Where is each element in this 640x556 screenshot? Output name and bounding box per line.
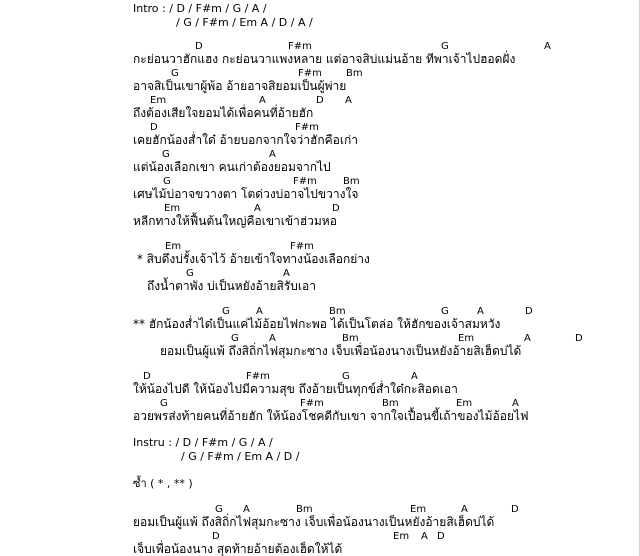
chord: A xyxy=(411,371,418,382)
chord: G xyxy=(215,504,223,515)
chord: F#m xyxy=(295,122,319,133)
chord: Em xyxy=(410,504,427,515)
repeat-label: ซ้ำ ( * , ** ) xyxy=(133,477,193,490)
chord: D xyxy=(575,333,583,344)
lyric-line: แต่น้องเลือกเขา คนเก่าต้องยอมจากไป xyxy=(133,160,331,174)
chord: D xyxy=(525,306,533,317)
chord: F#m xyxy=(246,371,270,382)
chord: A xyxy=(524,333,531,344)
chord: Em xyxy=(456,398,473,409)
lyric-line: เจ็บเพื่อน้องนาง สุดท้ายอ้ายต้องเฮ็ดให้ได้ xyxy=(133,542,343,556)
chord: Em xyxy=(458,333,475,344)
chord: A xyxy=(269,149,276,160)
chord: Bm xyxy=(382,398,399,409)
chord: A xyxy=(345,95,352,106)
chord: G xyxy=(186,268,194,279)
chord: Em xyxy=(164,203,181,214)
chord: Em xyxy=(150,95,167,106)
chord: D xyxy=(437,531,445,542)
chord: A xyxy=(477,306,484,317)
chord: G xyxy=(441,306,449,317)
chord: D xyxy=(511,504,519,515)
chord: G xyxy=(163,176,171,187)
chord: A xyxy=(283,268,290,279)
lyric-line: เศษไม้บ่อาจขวางตา โตด่วงบ่อาจไปขวางใจ xyxy=(133,187,359,201)
chord: A xyxy=(259,95,266,106)
chord: A xyxy=(421,531,428,542)
chord: Bm xyxy=(346,68,363,79)
chord: F#m xyxy=(290,241,314,252)
chord: Bm xyxy=(296,504,313,515)
chord: Bm xyxy=(343,176,360,187)
lyric-line: ยอมเป็นผู้แพ้ ถึงสิถิ่กไฟสุมกะซาง เจ็บเพื่อน้องนางเป็นหยังอ้ายสิเฮ็ดบ่ได้ xyxy=(133,515,495,529)
chord: F#m xyxy=(300,398,324,409)
chord: D xyxy=(143,371,151,382)
intro-label: Intro : / D / F#m / G / A / xyxy=(133,2,267,15)
lyric-line: * สิบดึงบ่รั้งเจ้าไว้ อ้ายเข้าใจทางน้องเลือกย่าง xyxy=(133,252,370,266)
chord: F#m xyxy=(298,68,322,79)
chord: A xyxy=(256,306,263,317)
lyric-line: ยอมเป็นผู้แพ้ ถึงสิถิ่กไฟสุมกะซาง เจ็บเพื่อน้องนางเป็นหยังอ้ายสิเฮ็ดบ่ได้ xyxy=(160,344,522,358)
chord: G xyxy=(160,398,168,409)
chord: A xyxy=(254,203,261,214)
chord: D xyxy=(212,531,220,542)
chord: A xyxy=(461,504,468,515)
instru-label: Instru : / D / F#m / G / A / xyxy=(133,436,273,449)
lyric-line: ให้น้องไปดี ให้น้องไปมีความสุข ถึงอ้ายเป็นทุกข์ส่ำใด๋กะสิอดเอา xyxy=(133,382,458,396)
lyric-line: ถึงน้ำตาพัง บ่เป็นหยังอ้ายสิรับเอา xyxy=(147,279,316,293)
chord: A xyxy=(512,398,519,409)
lyric-line: กะย่อนวาฮักแฮง กะย่อนวาแพงหลาย แต่อาจสิบ่แม่นอ้าย ทีพาเจ้าไปฮอดฝั่ง xyxy=(133,52,516,66)
chord: G xyxy=(222,306,230,317)
lyric-line: หลีกทางให้ฟื้นต้นใหญ่คือเขาเข้าฮ่วมหอ xyxy=(133,214,337,228)
chord: G xyxy=(162,149,170,160)
chord: G xyxy=(342,371,350,382)
lyric-line: ** ฮักน้องส่ำได๋เป็นแค่ไม้อ้อยไฟกะพอ ได้เป็นโตล่อ ให้ฮักของเจ้าสมหวัง xyxy=(133,317,501,331)
chord: Em xyxy=(165,241,182,252)
chord: F#m xyxy=(293,176,317,187)
chord: G xyxy=(441,41,449,52)
instru-line-2: / G / F#m / Em A / D / xyxy=(181,450,300,463)
chord: A xyxy=(269,333,276,344)
chord: G xyxy=(231,333,239,344)
lyric-line: อวยพรส่งท้ายคนที่อ้ายฮัก ให้น้องโชคดีกับเขา จากใจเปื้อนขี้เถ้าของไม้อ้อยไฟ xyxy=(133,409,529,423)
lyric-line: อาจสิเป็นเขาผู้พ้อ อ้ายอาจสิยอมเป็นผู้พ่าย xyxy=(133,79,347,93)
chord: A xyxy=(243,504,250,515)
chord: Bm xyxy=(342,333,359,344)
chord: D xyxy=(332,203,340,214)
chord: D xyxy=(316,95,324,106)
chord: D xyxy=(150,122,158,133)
chord: A xyxy=(544,41,551,52)
chord: Bm xyxy=(329,306,346,317)
chord: Em xyxy=(393,531,410,542)
chord: D xyxy=(195,41,203,52)
lyric-line: เคยฮักน้องส่ำใด๋ อ้ายบอกจากใจว่าฮักคือเก่า xyxy=(133,133,358,147)
chord: G xyxy=(171,68,179,79)
chord: F#m xyxy=(288,41,312,52)
lyric-line: ถึงต้องเสียใจยอมได้เพื่อคนที่อ้ายฮัก xyxy=(133,106,314,120)
intro-line-2: / G / F#m / Em A / D / A / xyxy=(176,16,313,29)
